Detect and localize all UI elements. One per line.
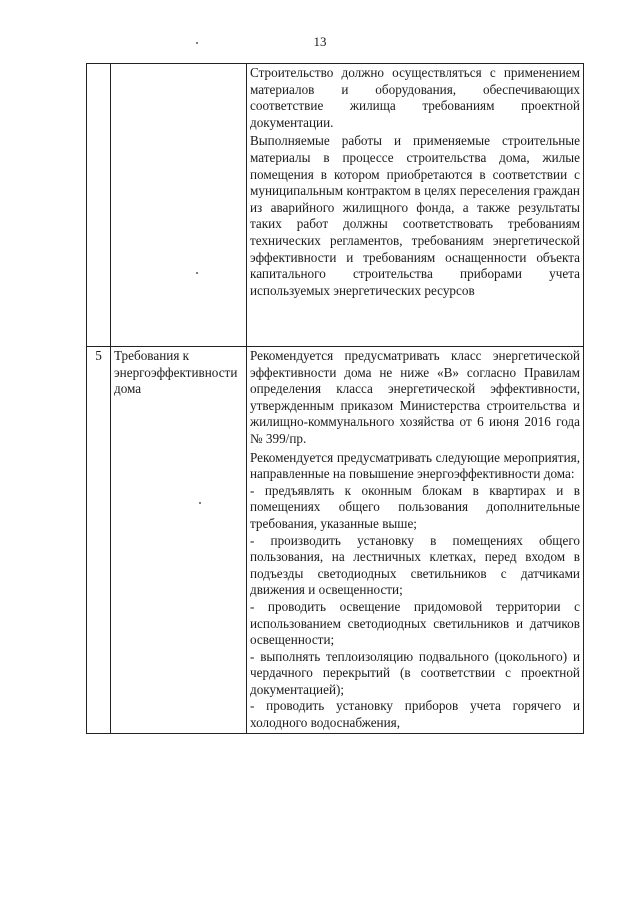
list-item: - проводить установку приборов учета горячего и холодного водоснабжения, <box>250 698 580 731</box>
list-item: - производить установку в помещениях общего пользования, на лестничных клетках, перед входом в подъезды светодиодных светильников с датчиками движения и освещенности; <box>250 532 580 598</box>
requirements-table <box>86 63 584 734</box>
table-row <box>87 64 584 347</box>
requirement-name-cell: Требования к энергоэффективности дома <box>111 347 247 734</box>
paragraph: Рекомендуется предусматривать класс энергетической эффективности дома не ниже «В» согласно Правилам определения класса энергетической эффективности, утвержденным приказом Министерства строительства и жилищно-коммунального хозяйства от 6 июня 2016 года № 399/пр. <box>250 348 580 446</box>
list-item: - проводить освещение придомовой территории с использованием светодиодных светильников и датчиков освещенности; <box>250 598 580 648</box>
list-item: - предъявлять к оконным блокам в квартирах и в помещениях общего пользования дополнительные требования, указанные выше; <box>250 482 580 531</box>
requirement-text-cell <box>247 347 584 734</box>
requirement-name-cell <box>111 64 247 347</box>
scan-speck <box>196 42 198 44</box>
list-item: - выполнять теплоизоляцию подвального (цокольного) и чердачного перекрытий (в соответствии с проектной документацией); <box>250 648 580 697</box>
page-number: 13 <box>313 34 327 49</box>
table-row <box>87 347 584 734</box>
scan-speck <box>199 502 201 504</box>
paragraph: Рекомендуется предусматривать следующие мероприятия, направленные на повышение энергоэффективности дома: <box>250 449 580 482</box>
row-number-cell <box>87 64 111 347</box>
requirement-text-cell <box>247 64 584 347</box>
scan-speck <box>196 272 198 274</box>
paragraph: Строительство должно осуществляться с применением материалов и оборудования, обеспечивающих соответствие жилища требованиям проектной документации. <box>250 65 580 130</box>
row-number-cell: 5 <box>87 347 111 734</box>
paragraph: Выполняемые работы и применяемые строительные материалы в процессе строительства дома, жилые помещения в котором приобретаются в соответствии с муниципальным контрактом в целях переселения граждан из аварийного жилищного фонда, а также результаты таких работ должны соответствовать требованиям технических регламентов, требованиям энергетической эффективности и требованиям оснащенности объекта капитального строительства приборами учета используемых энергетических ресурсов <box>250 133 580 298</box>
